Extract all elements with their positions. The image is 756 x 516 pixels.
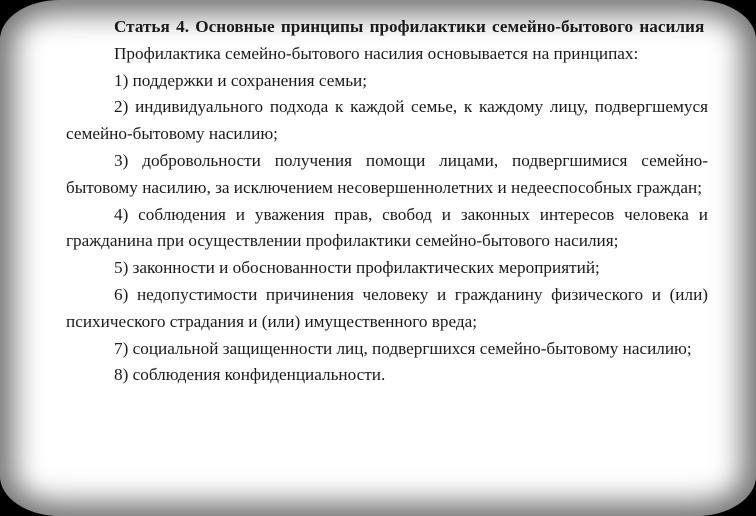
principle-item-5: 5) законности и обоснованности профилактических мероприятий; [114,258,600,278]
article-body [66,14,708,389]
principle-item-6: 6) недопустимости причинения человеку и гражданину физического и (или) психического страдания и (или) имущественного вреда; [66,284,708,331]
principle-item-3: 3) добровольности получения помощи лицами, подвергшимися семейно-бытовому насилию, за исключением несовершеннолетних и недееспособных граждан; [66,150,708,197]
principle-item-8: 8) соблюдения конфиденциальности. [114,365,386,385]
principle-item-7: 7) социальной защищенности лиц, подвергшихся семейно-бытовому насилию; [114,338,692,358]
article-heading-text: Статья 4. Основные принципы профилактики семейно-бытового насилия [114,17,705,36]
principle-item-4: 4) соблюдения и уважения прав, свобод и законных интересов человека и гражданина при осуществлении профилактики семейно-бытового насилия; [66,204,708,251]
article-intro: Профилактика семейно-бытового насилия основывается на принципах: [114,43,639,63]
principle-item-2: 2) индивидуального подхода к каждой семье, к каждому лицу, подвергшемуся семейно-бытовому насилию; [66,97,708,144]
principle-item-1: 1) поддержки и сохранения семьи; [114,70,368,90]
article-heading [66,14,708,41]
